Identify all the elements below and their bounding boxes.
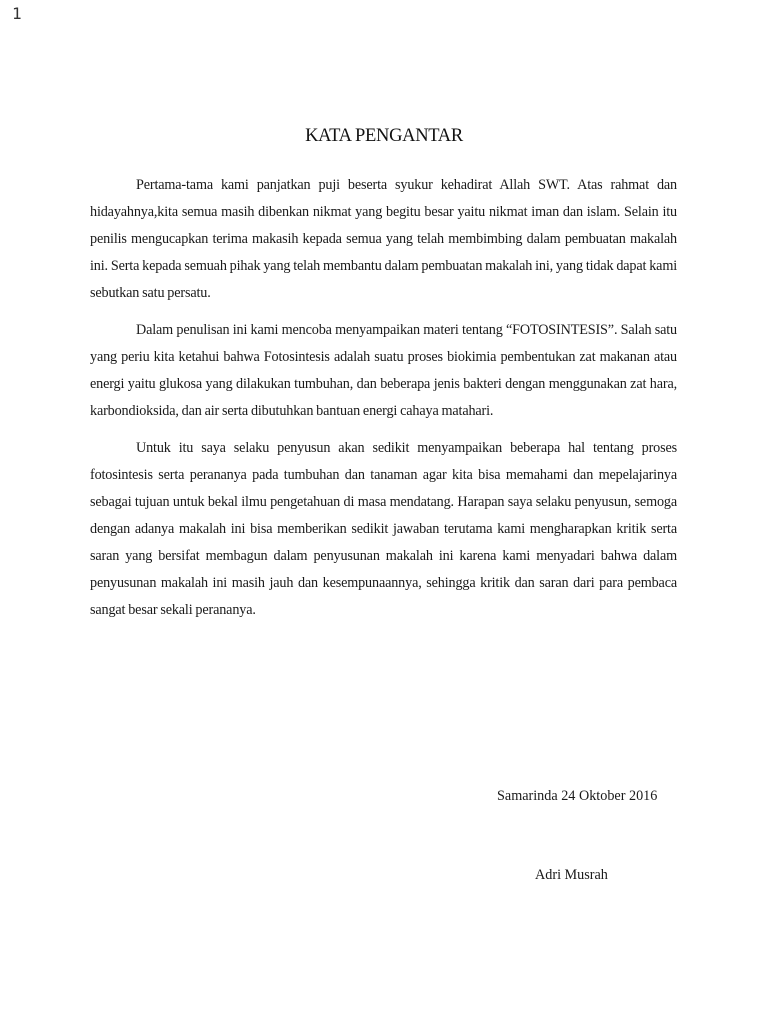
document-title: KATA PENGANTAR [305, 126, 463, 146]
paragraph-2: Dalam penulisan ini kami mencoba menyampaikan materi tentang “FOTOSINTESIS”. Salah satu yang periu kita ketahui bahwa Fotosintesis adalah suatu proses biokimia pembentukan zat makanan atau energi yaitu glukosa yang dilakukan tumbuhan, dan beberapa jenis bakteri dengan menggunakan zat hara, karbondioksida, dan air serta dibutuhkan bantuan energi cahaya matahari. [90, 322, 677, 419]
page-number: 1 [12, 4, 22, 23]
place-date: Samarinda 24 Oktober 2016 [497, 788, 658, 804]
document-body [90, 172, 677, 634]
author-name: Adri Musrah [535, 867, 608, 883]
paragraph-1: Pertama-tama kami panjatkan puji beserta syukur kehadirat Allah SWT. Atas rahmat dan hidayahnya,kita semua masih dibenkan nikmat yang begitu besar yaitu nikmat iman dan islam. Selain itu penilis mengucapkan terima makasih kepada semua yang telah membimbing dalam pembuatan makalah ini. Serta kepada semuah pihak yang telah membantu dalam pembuatan makalah ini, yang tidak dapat kami sebutkan satu persatu. [90, 177, 677, 301]
paragraph-3: Untuk itu saya selaku penyusun akan sedikit menyampaikan beberapa hal tentang proses fotosintesis serta perananya pada tumbuhan dan tanaman agar kita bisa memahami dan mepelajarinya sebagai tujuan untuk bekal ilmu pengetahuan di masa mendatang. Harapan saya selaku penyusun, semoga dengan adanya makalah ini bisa memberikan sedikit jawaban terutama kami mengharapkan kritik serta saran yang bersifat membagun dalam penyusunan makalah ini karena kami menyadari bahwa dalam penyusunan makalah ini masih jauh dan kesempunaannya, sehingga kritik dan saran dari para pembaca sangat besar sekali perananya. [90, 440, 677, 618]
